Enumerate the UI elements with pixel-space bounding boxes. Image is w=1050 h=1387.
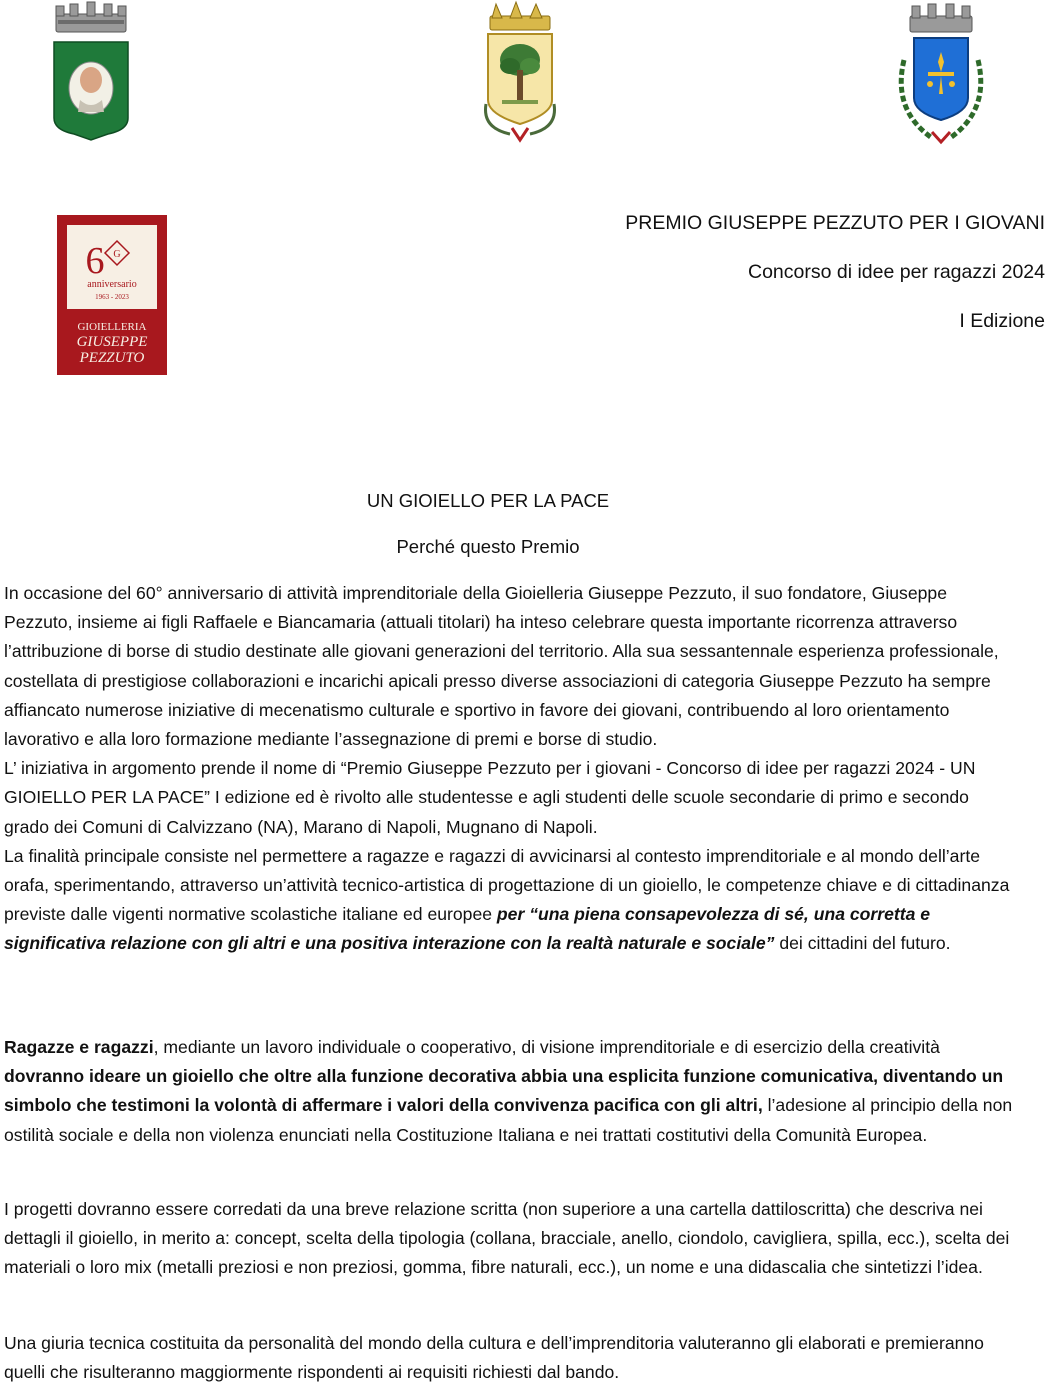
intro-text-c [4,842,1014,959]
objective-bold-1: Ragazze e ragazzi [4,1037,154,1057]
gioielleria-pezzuto-logo-icon [57,215,167,375]
intro-text-c-end: dei cittadini del futuro. [774,933,951,954]
jury-paragraph [4,1329,1014,1387]
requirements-text: I progetti dovranno essere corredati da una breve relazione scritta (non superiore a una cartella dattiloscritta) che descriva nei dettagli il gioiello, in merito a: concept, scelta della tipologia (collana, bracciale, anello, ciondolo, cavigliera, spilla, ecc.), scelta dei materiali o loro mix (metalli preziosi e non preziosi, gomma, fibre naturali, ecc.), un nome e una didascalia che sintetizzi l’idea. [4,1199,1010,1278]
document-subject: UN GIOIELLO PER LA PACE [366,490,610,511]
svg-text:GIUSEPPE: GIUSEPPE [76,334,148,350]
svg-text:PEZZUTO: PEZZUTO [79,350,145,366]
objective-bold-2: dovranno ideare un gioiello che oltre alla funzione decorativa abbia una esplicita funzione comunicativa, diventando un simbolo che testimoni la volontà di affermare i valori della convivenza pacifica con gli altri, [4,1066,1004,1116]
header-title: PREMIO GIUSEPPE PEZZUTO PER I GIOVANI [625,212,1045,234]
svg-text:GIOIELLERIA: GIOIELLERIA [77,321,147,333]
header-edition: I Edizione [959,310,1045,332]
section-heading: Perché questo Premio [396,536,580,557]
intro-quote: per “una piena consapevolezza di sé, una corretta e significativa relazione con gli altri e una positiva interazione con la realtà naturale e sociale” [4,904,931,954]
calvizzano-coat-of-arms-icon [48,0,134,146]
svg-text:6: 6 [85,240,105,282]
objective-paragraph [4,1033,1014,1150]
objective-text-2: l’adesione al principio della non ostilità sociale e della non violenza enunciati nella Costituzione Italiana e nei trattati costitutivi della Comunità Europea. [4,1095,1013,1145]
intro-text-c-start: La finalità principale consiste nel permettere a ragazze e ragazzi di avvicinarsi al contesto imprenditoriale e al mondo dell’arte orafa, sperimentando, attraverso un’attività tecnico-artistica di progettazione di un gioiello, le competenze chiave e di cittadinanza previste dalle vigenti normative scolastiche italiane ed europee [4,845,1010,925]
jury-text: Una giuria tecnica costituita da personalità del mondo della cultura e dell’imprenditoria valuteranno gli elaborati e premieranno quelli che risulteranno maggiormente rispondenti ai requisiti richiesti dal bando. [4,1333,984,1383]
jewelry-anniversary-logo [57,215,167,375]
svg-text:G: G [113,249,121,260]
marano-coat-of-arms-icon [466,0,574,148]
intro-text-a: In occasione del 60° anniversario di attività imprenditoriale della Gioielleria Giuseppe Pezzuto, il suo fondatore, Giuseppe Pezzuto, insieme ai figli Raffaele e Biancamaria (attuali titolari) ha inteso celebrare questa importante ricorrenza attraverso l’attribuzione di borse di studio destinate alle giovani generazioni del territorio. Alla sua sessantennale esperienza professionale, costellata di prestigiose collaborazioni e incarichi apicali presso diverse associazioni di categoria Giuseppe Pezzuto ha sempre affiancato numerose iniziative di mecenatismo culturale e sportivo in favore dei giovani, contribuendo al loro orientamento lavorativo e alla loro formazione mediante l’assegnazione di premi e borse di studio. [4,583,999,750]
intro-text-b: L’ iniziativa in argomento prende il nome di “Premio Giuseppe Pezzuto per i giovani - Concorso di idee per ragazzi 2024 - UN GIOIELLO PER LA PACE” I edizione ed è rivolto alle studentesse e agli studenti delle scuole secondarie di primo e secondo grado dei Comuni di Calvizzano (NA), Marano di Napoli, Mugnano di Napoli. [4,758,976,837]
svg-text:anniversario: anniversario [87,279,137,290]
intro-paragraph [4,579,1014,959]
svg-text:1963 - 2023: 1963 - 2023 [95,293,129,301]
objective-text-1: , mediante un lavoro individuale o cooperativo, di visione imprenditoriale e di esercizio della creatività [153,1037,940,1057]
requirements-paragraph [4,1195,1014,1283]
mugnano-coat-of-arms-icon [882,0,1000,150]
header-subtitle: Concorso di idee per ragazzi 2024 [747,261,1045,283]
